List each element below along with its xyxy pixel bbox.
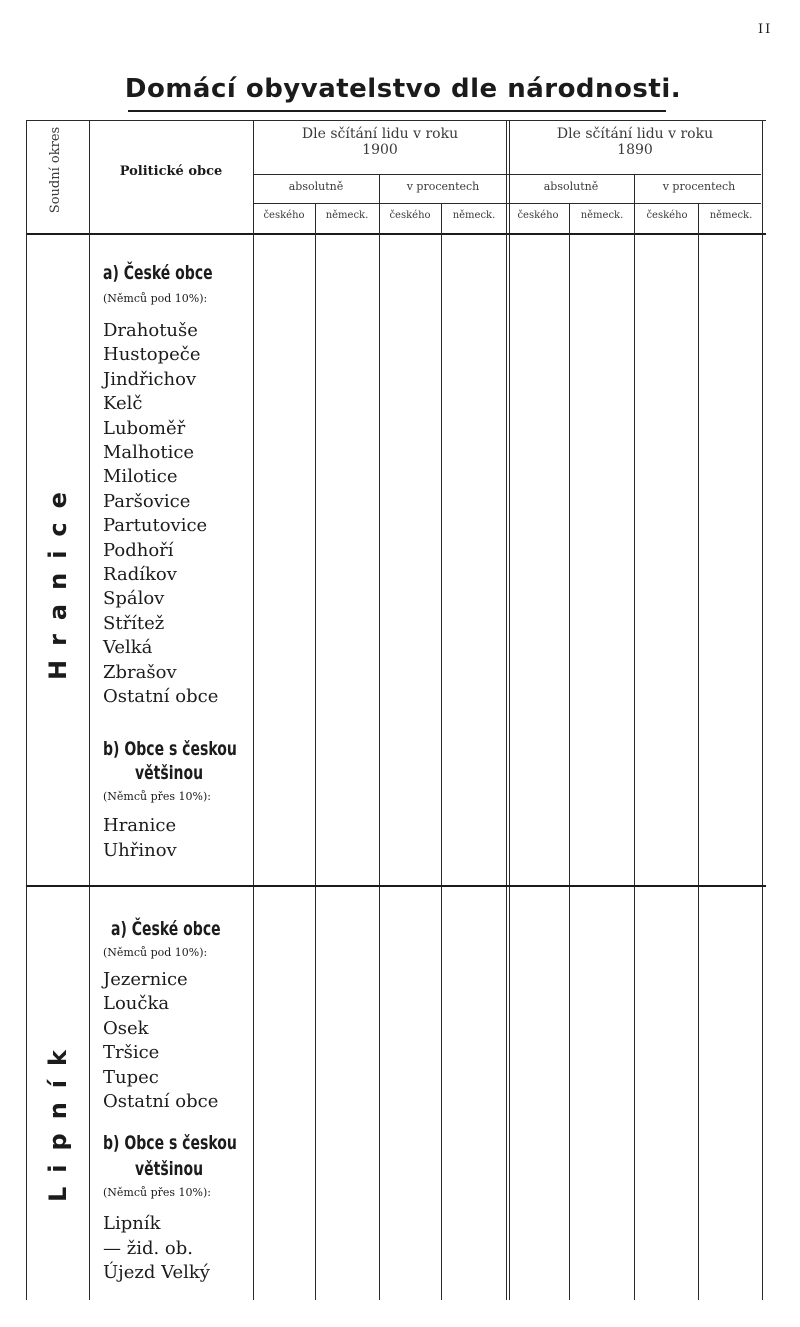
municipality-name: Hustopeče (103, 344, 201, 366)
header-bottom-rule (26, 233, 766, 235)
rule-col (441, 203, 442, 1300)
rule-year-separator (506, 120, 507, 1300)
title-underline (128, 110, 666, 112)
group-heading-line1: b) Obce s českou (103, 738, 237, 760)
district-label-hranice: Hranice (44, 478, 72, 680)
municipality-name: Spálov (103, 588, 165, 610)
abs-1900-header: absolutně (288, 180, 344, 193)
group-note: (Němců pod 10%): (103, 946, 208, 959)
header-rule-years (253, 174, 761, 175)
group-note: (Němců pod 10%): (103, 292, 208, 305)
municipality-name: Luboměř (103, 417, 186, 439)
col-nemeck: německ. (452, 210, 496, 221)
municipality-name: Osek (103, 1017, 149, 1039)
district-divider (26, 885, 766, 887)
header-rule-subcols (253, 203, 761, 204)
rule-right (762, 120, 763, 1300)
rule-col (698, 203, 699, 1300)
rule-col (569, 203, 570, 1300)
rule-col (315, 203, 316, 1300)
census-1890-header: Dle sčítání lidu v roku 1890 (556, 126, 714, 158)
group-heading-line1: b) Obce s českou (103, 1132, 237, 1154)
col-ceskeho: českého (646, 210, 688, 221)
col-ceskeho: českého (517, 210, 559, 221)
page-title: Domácí obyvatelstvo dle národnosti. (124, 74, 682, 104)
rule-obce-right (253, 120, 254, 1300)
municipality-name: Paršovice (103, 490, 191, 512)
rule-okres-left (26, 120, 27, 1300)
rule-col (379, 174, 380, 1300)
municipality-name: — žid. ob. (103, 1237, 194, 1259)
group-heading-line2: většinou (135, 762, 204, 784)
municipality-name: Kelč (103, 393, 143, 415)
col-nemeck: německ. (709, 210, 753, 221)
municipality-name: Zbrašov (103, 661, 177, 683)
municipality-name: Radíkov (103, 564, 177, 585)
municipality-name: Újezd Velký (103, 1262, 210, 1283)
municipality-name: Jezernice (103, 969, 188, 990)
group-note: (Němců přes 10%): (103, 790, 211, 803)
municipality-name: Lipník (103, 1213, 161, 1234)
obce-header: Politické obce (119, 164, 223, 179)
col-nemeck: německ. (325, 210, 369, 221)
municipality-name: Tupec (103, 1066, 159, 1088)
header-top-rule (26, 120, 766, 121)
municipality-name: Partutovice (103, 515, 208, 537)
municipality-name: Milotice (103, 466, 178, 488)
rule-col (634, 174, 635, 1300)
group-heading: a) České obce (111, 918, 221, 940)
group-note: (Němců přes 10%): (103, 1186, 211, 1199)
district-label-lipnik: Lipník (44, 1036, 72, 1202)
pct-1900-header: v procentech (406, 180, 480, 193)
municipality-name: Podhoří (103, 539, 174, 561)
pct-1890-header: v procentech (662, 180, 736, 193)
municipality-name: Drahotuše (103, 320, 198, 341)
rule-okres-right (89, 120, 90, 1300)
rule-year-separator (509, 120, 510, 1300)
municipality-name: Tršice (103, 1042, 160, 1064)
okres-header: Soudní okres (48, 126, 63, 214)
abs-1890-header: absolutně (543, 180, 599, 193)
municipality-name: Hranice (103, 815, 177, 836)
col-ceskeho: českého (263, 210, 305, 221)
municipality-name: Jindřichov (103, 368, 197, 390)
group-heading: a) České obce (103, 262, 213, 284)
col-nemeck: německ. (580, 210, 624, 221)
municipality-name: Velká (103, 637, 153, 659)
municipality-name: Ostatní obce (103, 1091, 219, 1112)
municipality-name: Malhotice (103, 442, 195, 463)
municipality-name: Uhřinov (103, 840, 177, 861)
group-heading-line2: většinou (135, 1158, 204, 1180)
col-ceskeho: českého (389, 210, 431, 221)
census-1900-header: Dle sčítání lidu v roku 1900 (301, 126, 459, 158)
municipality-name: Loučka (103, 993, 170, 1015)
page-number: II (758, 22, 773, 37)
municipality-name: Střítež (103, 612, 165, 634)
municipality-name: Ostatní obce (103, 686, 219, 707)
